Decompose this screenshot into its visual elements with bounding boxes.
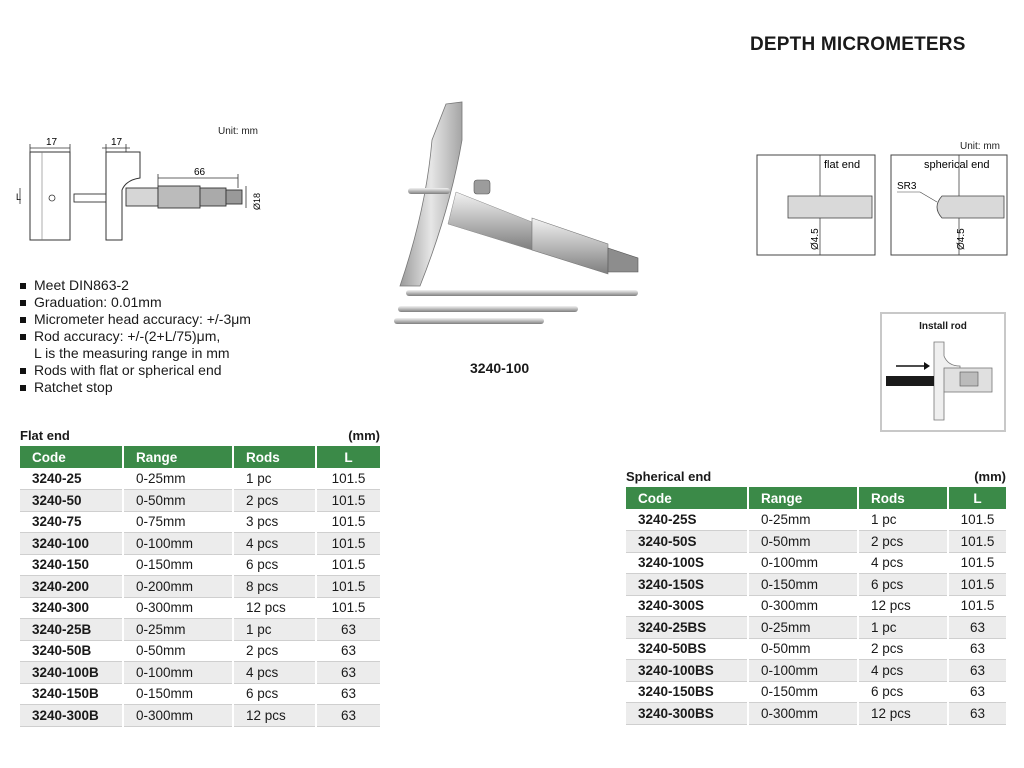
spherical-end-table-title: Spherical end	[626, 469, 712, 484]
table-row	[20, 597, 380, 619]
row-rods: 8 pcs	[233, 576, 316, 598]
row-rods: 1 pc	[233, 619, 316, 641]
row-code: 3240-100	[20, 533, 123, 555]
feature-list	[20, 277, 251, 396]
table-header-row	[626, 487, 1006, 509]
dim-thimble-length: 66	[194, 167, 206, 178]
table-row	[20, 468, 380, 490]
dim-head-width: 17	[111, 137, 123, 148]
row-rods: 1 pc	[233, 468, 316, 490]
table-row	[626, 660, 1006, 682]
feature-item: Rod accuracy: +/-(2+L/75)μm,	[20, 328, 251, 345]
table-header-row	[20, 446, 380, 468]
flat-end-rows	[20, 468, 380, 726]
row-code: 3240-25	[20, 468, 123, 490]
row-l: 101.5	[316, 468, 380, 490]
row-code: 3240-25S	[626, 509, 748, 531]
row-range: 0-50mm	[123, 490, 233, 512]
dim-l: L	[16, 192, 22, 202]
row-rods: 4 pcs	[233, 533, 316, 555]
col-code: Code	[626, 487, 748, 509]
row-l: 63	[948, 638, 1006, 660]
col-range: Range	[123, 446, 233, 468]
row-code: 3240-150BS	[626, 681, 748, 703]
row-rods: 6 pcs	[858, 681, 948, 703]
row-code: 3240-100B	[20, 662, 123, 684]
install-rod-drawing	[886, 336, 1002, 428]
feature-item: Graduation: 0.01mm	[20, 294, 251, 311]
row-range: 0-50mm	[748, 638, 858, 660]
row-l: 101.5	[316, 533, 380, 555]
row-range: 0-25mm	[748, 509, 858, 531]
flat-end-label: flat end	[824, 159, 861, 171]
table-row	[20, 705, 380, 727]
flat-end-table-title: Flat end	[20, 428, 70, 443]
row-code: 3240-100BS	[626, 660, 748, 682]
col-l: L	[948, 487, 1006, 509]
install-rod-label: Install rod	[919, 321, 967, 332]
feature-item: Micrometer head accuracy: +/-3μm	[20, 311, 251, 328]
row-l: 63	[948, 617, 1006, 639]
row-range: 0-25mm	[748, 617, 858, 639]
row-range: 0-300mm	[123, 597, 233, 619]
micrometer-product-image	[386, 100, 650, 336]
row-rods: 12 pcs	[233, 597, 316, 619]
row-code: 3240-75	[20, 511, 123, 533]
row-l: 63	[316, 662, 380, 684]
row-code: 3240-25B	[20, 619, 123, 641]
row-code: 3240-300S	[626, 595, 748, 617]
row-code: 3240-300	[20, 597, 123, 619]
table-row	[20, 511, 380, 533]
dim-diameter: Ø18	[252, 192, 262, 210]
col-rods: Rods	[233, 446, 316, 468]
table-row	[20, 490, 380, 512]
row-code: 3240-50	[20, 490, 123, 512]
table-row	[20, 576, 380, 598]
dim-base-width: 17	[46, 137, 58, 148]
rod-end-drawing	[756, 154, 1008, 258]
row-l: 63	[948, 660, 1006, 682]
left-diagram-unit: Unit: mm	[218, 126, 258, 137]
row-l: 101.5	[948, 595, 1006, 617]
table-row	[20, 533, 380, 555]
row-rods: 2 pcs	[233, 490, 316, 512]
row-code: 3240-150	[20, 554, 123, 576]
row-range: 0-50mm	[748, 531, 858, 553]
spherical-end-table-unit: (mm)	[974, 469, 1006, 484]
spherical-end-rows	[626, 509, 1006, 724]
row-l: 63	[316, 619, 380, 641]
row-l: 63	[316, 640, 380, 662]
feature-item: Meet DIN863-2	[20, 277, 251, 294]
row-rods: 6 pcs	[233, 554, 316, 576]
row-range: 0-200mm	[123, 576, 233, 598]
row-range: 0-100mm	[748, 660, 858, 682]
table-row	[20, 662, 380, 684]
table-row	[626, 509, 1006, 531]
col-range: Range	[748, 487, 858, 509]
row-code: 3240-100S	[626, 552, 748, 574]
row-l: 101.5	[316, 490, 380, 512]
row-code: 3240-150S	[626, 574, 748, 596]
rod-end-unit: Unit: mm	[960, 141, 1000, 152]
flat-end-table-unit: (mm)	[348, 428, 380, 443]
table-row	[626, 595, 1006, 617]
row-range: 0-150mm	[123, 554, 233, 576]
row-code: 3240-300B	[20, 705, 123, 727]
row-range: 0-150mm	[748, 574, 858, 596]
row-rods: 6 pcs	[858, 574, 948, 596]
col-rods: Rods	[858, 487, 948, 509]
row-l: 63	[316, 683, 380, 705]
row-rods: 4 pcs	[858, 552, 948, 574]
row-range: 0-150mm	[748, 681, 858, 703]
row-rods: 12 pcs	[233, 705, 316, 727]
row-l: 101.5	[316, 597, 380, 619]
feature-item-continued: L is the measuring range in mm	[34, 345, 230, 361]
table-row	[626, 552, 1006, 574]
row-l: 101.5	[948, 574, 1006, 596]
table-row	[20, 683, 380, 705]
row-rods: 1 pc	[858, 617, 948, 639]
row-code: 3240-25BS	[626, 617, 748, 639]
row-range: 0-75mm	[123, 511, 233, 533]
sr-label: SR3	[897, 181, 917, 192]
feature-item: Ratchet stop	[20, 379, 251, 396]
col-code: Code	[20, 446, 123, 468]
table-row	[626, 574, 1006, 596]
row-range: 0-150mm	[123, 683, 233, 705]
side-view-drawing	[14, 130, 276, 248]
row-range: 0-300mm	[748, 595, 858, 617]
table-row	[626, 703, 1006, 725]
page-title: DEPTH MICROMETERS	[750, 34, 966, 55]
table-row	[20, 640, 380, 662]
row-range: 0-100mm	[123, 662, 233, 684]
row-l: 101.5	[316, 511, 380, 533]
row-range: 0-100mm	[123, 533, 233, 555]
flat-end-diameter: Ø4.5	[810, 228, 821, 250]
install-rod-panel	[880, 312, 1006, 432]
row-l: 101.5	[316, 576, 380, 598]
product-code: 3240-100	[470, 360, 530, 376]
row-range: 0-50mm	[123, 640, 233, 662]
spherical-end-table	[626, 487, 1006, 725]
col-l: L	[316, 446, 380, 468]
row-rods: 4 pcs	[233, 662, 316, 684]
row-rods: 3 pcs	[233, 511, 316, 533]
table-row	[626, 681, 1006, 703]
table-row	[626, 531, 1006, 553]
row-range: 0-25mm	[123, 468, 233, 490]
table-row	[626, 638, 1006, 660]
row-range: 0-100mm	[748, 552, 858, 574]
row-l: 101.5	[948, 552, 1006, 574]
row-rods: 2 pcs	[233, 640, 316, 662]
row-rods: 12 pcs	[858, 595, 948, 617]
row-l: 63	[948, 703, 1006, 725]
row-l: 101.5	[948, 509, 1006, 531]
row-rods: 6 pcs	[233, 683, 316, 705]
row-code: 3240-150B	[20, 683, 123, 705]
row-l: 63	[316, 705, 380, 727]
row-range: 0-300mm	[123, 705, 233, 727]
row-code: 3240-50BS	[626, 638, 748, 660]
flat-end-table	[20, 446, 380, 727]
table-row	[626, 617, 1006, 639]
row-rods: 12 pcs	[858, 703, 948, 725]
spherical-end-label: spherical end	[924, 159, 990, 171]
row-code: 3240-50B	[20, 640, 123, 662]
row-code: 3240-300BS	[626, 703, 748, 725]
row-code: 3240-200	[20, 576, 123, 598]
row-rods: 2 pcs	[858, 531, 948, 553]
table-row	[20, 619, 380, 641]
row-range: 0-300mm	[748, 703, 858, 725]
spherical-end-diameter: Ø4.5	[956, 228, 967, 250]
row-l: 63	[948, 681, 1006, 703]
feature-item: Rods with flat or spherical end	[20, 362, 251, 379]
row-rods: 2 pcs	[858, 638, 948, 660]
table-row	[20, 554, 380, 576]
row-rods: 1 pc	[858, 509, 948, 531]
row-l: 101.5	[948, 531, 1006, 553]
flat-end-table-block	[20, 428, 380, 727]
row-range: 0-25mm	[123, 619, 233, 641]
row-l: 101.5	[316, 554, 380, 576]
row-rods: 4 pcs	[858, 660, 948, 682]
spherical-end-table-block	[626, 469, 1006, 725]
row-code: 3240-50S	[626, 531, 748, 553]
